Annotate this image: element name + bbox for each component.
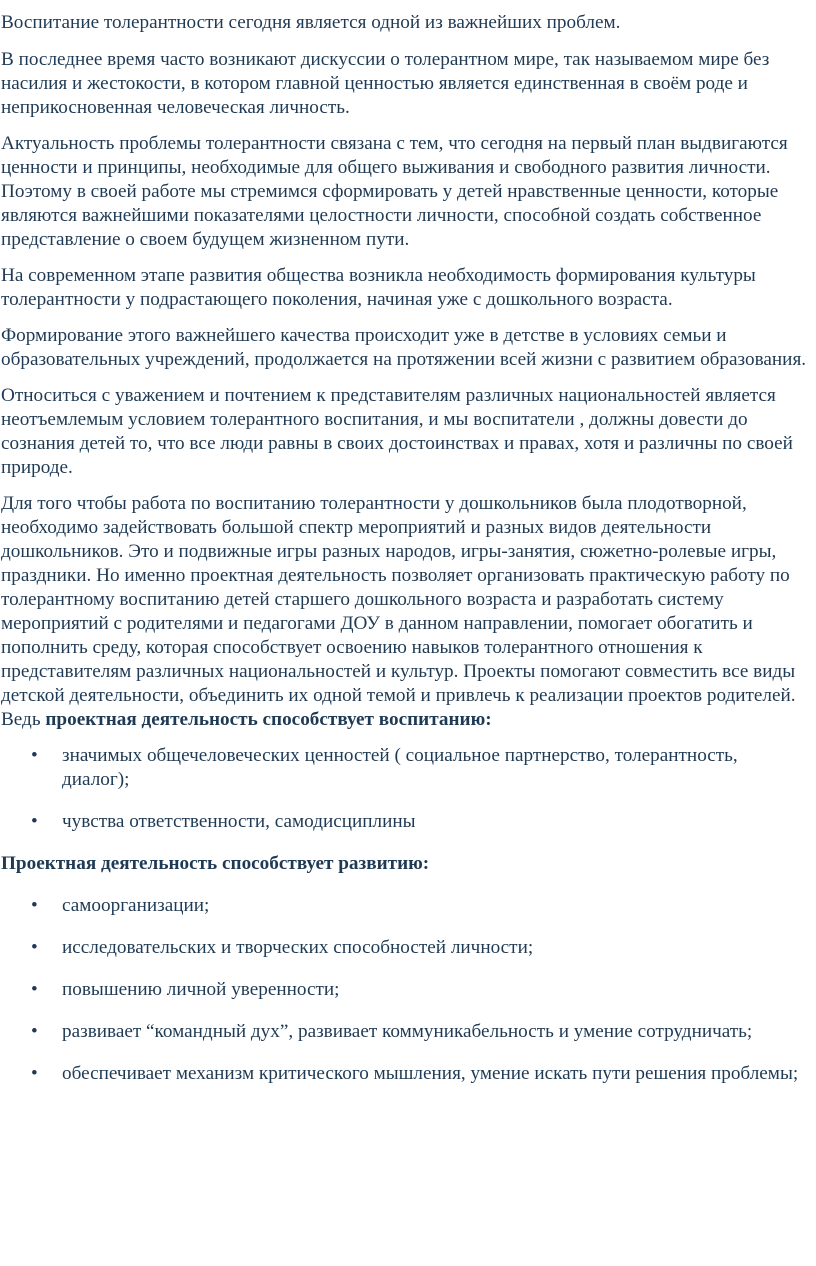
list-item: • самоорганизации; [1, 894, 807, 918]
project-paragraph-bold: проектная деятельность способствует воспитанию: [45, 709, 492, 730]
development-heading-text: Проектная деятельность способствует развитию: [1, 853, 430, 874]
paragraph-respect: Относиться с уважением и почтением к представителям различных национальностей является неотъемлемым условием толерантного воспитания, и мы воспитатели , должны довести до сознания детей то, что все люди равны в своих достоинствах и правах, хотя и различны по своей природе. [1, 385, 793, 478]
list-item: • значимых общечеловеческих ценностей ( социальное партнерство, толерантность, диалог); [1, 744, 807, 792]
paragraph-relevance: Актуальность проблемы толерантности связана с тем, что сегодня на первый план выдвигаются ценности и принципы, необходимые для общего выживания и свободного развития личности. Поэтому в своей работе мы стремимся сформировать у детей нравственные ценности, которые являются важнейшими показателями целостности личности, способной создать собственное представление о своем будущем жизненном пути. [1, 133, 788, 250]
upbringing-list [1, 744, 807, 834]
paragraph-discussions: В последнее время часто возникают дискуссии о толерантном мире, так называемом мире без насилия и жестокости, в котором главной ценностью является единственная в своём роде и неприкосновенная человеческая личность. [1, 49, 770, 118]
paragraph-intro: Воспитание толерантности сегодня является одной из важнейших проблем. [1, 12, 621, 33]
paragraph-project-activity [1, 492, 807, 732]
project-paragraph-text: Для того чтобы работа по воспитанию толерантности у дошкольников была плодотворной, необходимо задействовать большой спектр мероприятий и разных видов деятельности дошкольников. Это и подвижные игры разных народов, игры-занятия, сюжетно-ролевые игры, праздники. Но именно проектная деятельность позволяет организовать практическую работу по толерантному воспитанию детей старшего дошкольного возраста и разработать систему мероприятий с родителями и педагогами ДОУ в данном направлении, помогает обогатить и пополнить среду, которая способствует освоению навыков толерантного отношения к представителям различных национальностей и культур. Проекты помогают совместить все виды детской деятельности, объединить их одной темой и привлечь к реализации проектов родителей. Ведь [1, 493, 796, 730]
list-item: • чувства ответственности, самодисциплины [1, 810, 807, 834]
development-heading [1, 852, 807, 876]
list-item: • обеспечивает механизм критического мышления, умение искать пути решения проблемы; [1, 1062, 807, 1086]
list-item: • развивает “командный дух”, развивает коммуникабельность и умение сотрудничать; [1, 1020, 807, 1044]
list-item: • исследовательских и творческих способностей личности; [1, 936, 807, 960]
paragraph-formation: Формирование этого важнейшего качества происходит уже в детстве в условиях семьи и образовательных учреждений, продолжается на протяжении всей жизни с развитием образования. [1, 325, 807, 370]
paragraph-modern-stage: На современном этапе развития общества возникла необходимость формирования культуры толерантности у подрастающего поколения, начиная уже с дошкольного возраста. [1, 265, 756, 310]
list-item: • повышению личной уверенности; [1, 978, 807, 1002]
development-list [1, 894, 807, 1086]
